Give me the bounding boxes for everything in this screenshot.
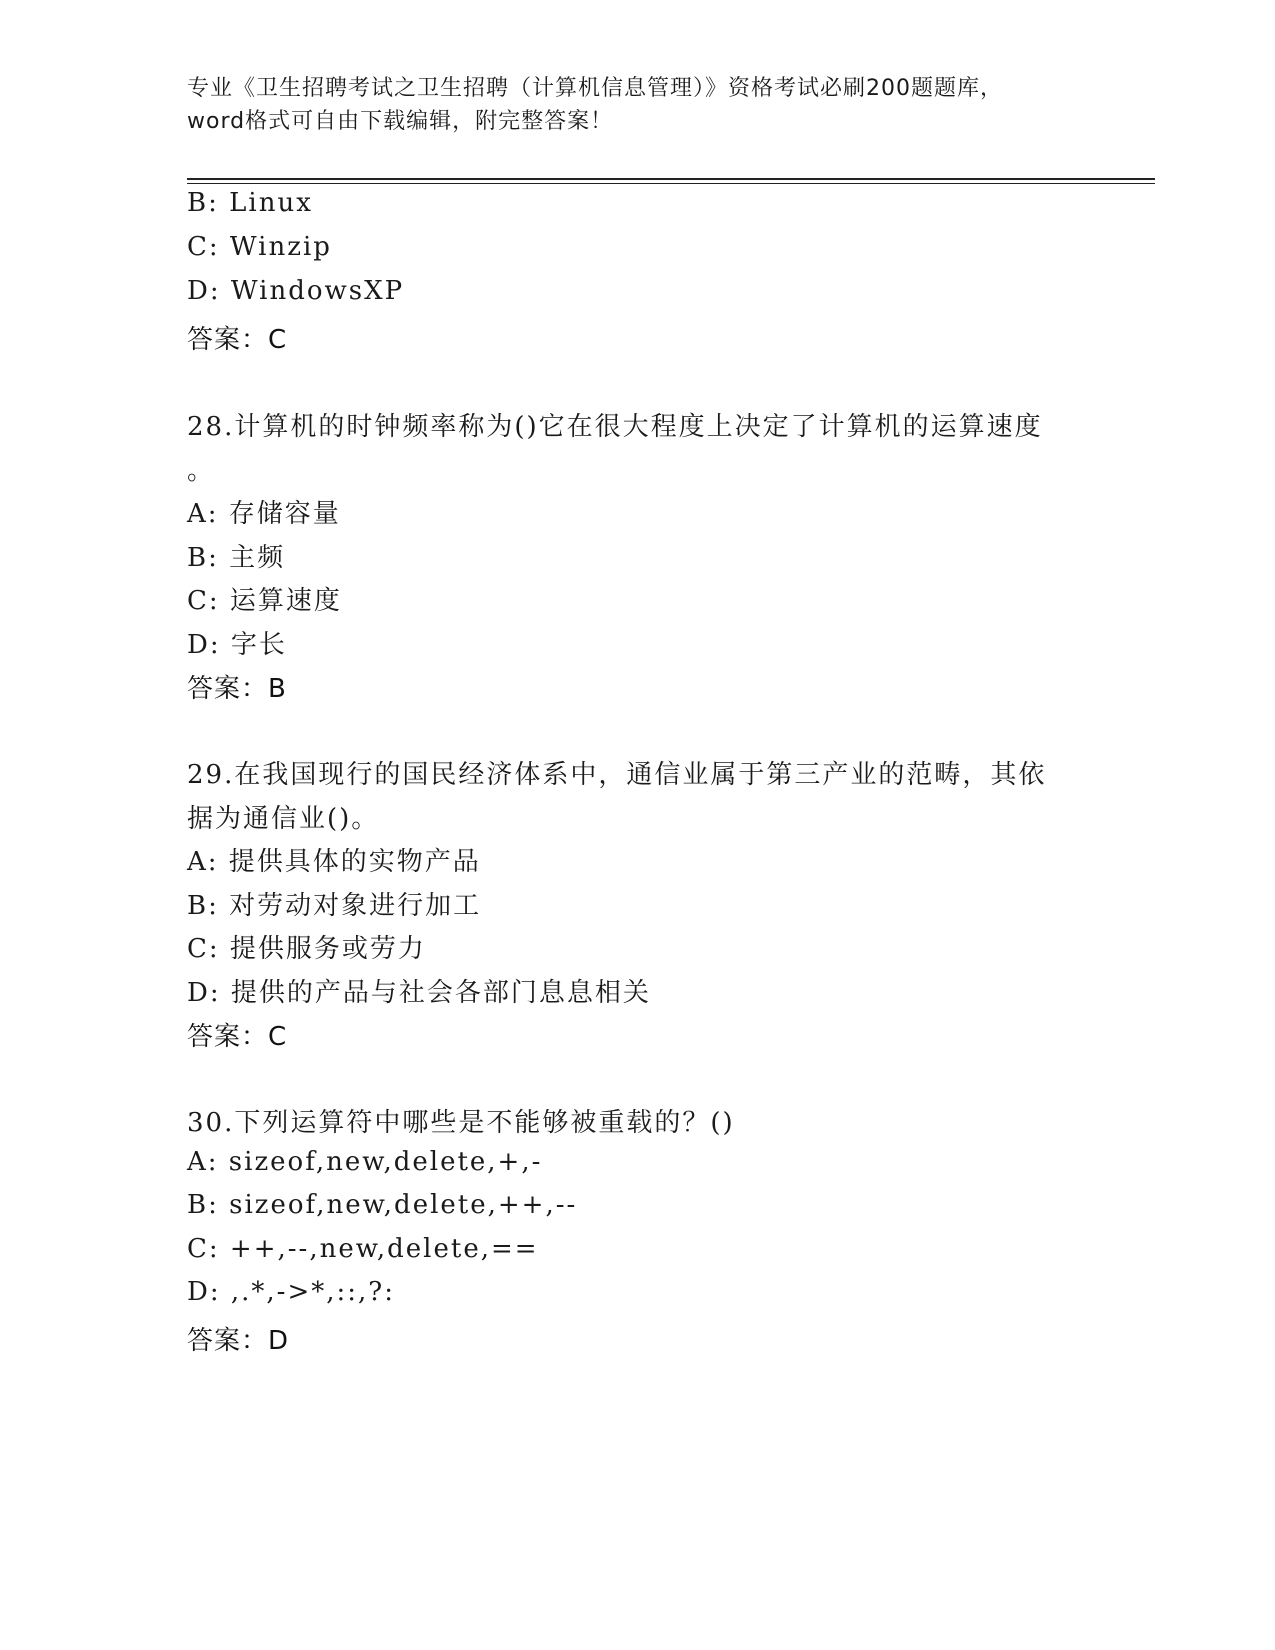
q29-option-b: B: 对劳动对象进行加工: [187, 891, 482, 921]
prev-answer: 答案：C: [187, 325, 288, 355]
q28-stem-line-2: 。: [187, 456, 216, 486]
q28-option-c: C: 运算速度: [187, 586, 342, 616]
q29-option-d: D: 提供的产品与社会各部门息息相关: [187, 978, 651, 1008]
header-divider-thin: [187, 183, 1155, 184]
header-line-1: 专业《卫生招聘考试之卫生招聘（计算机信息管理）》资格考试必刷200题题库，: [187, 76, 1003, 101]
q29-answer: 答案：C: [187, 1022, 288, 1052]
q28-option-a: A: 存储容量: [187, 499, 341, 529]
q28-answer: 答案：B: [187, 674, 287, 704]
q30-option-c: C: ++,--,new,delete,==: [187, 1234, 539, 1264]
q30-answer: 答案：D: [187, 1326, 290, 1356]
q30-option-b: B: sizeof,new,delete,++,--: [187, 1190, 578, 1220]
q30-option-a: A: sizeof,new,delete,+,-: [187, 1147, 543, 1177]
q29-stem-line-2: 据为通信业()。: [187, 804, 380, 834]
prev-option-b: B: Linux: [187, 188, 313, 218]
q29-option-a: A: 提供具体的实物产品: [187, 847, 481, 877]
q28-stem-line-1: 28.计算机的时钟频率称为()它在很大程度上决定了计算机的运算速度: [187, 412, 1043, 442]
q29-stem-line-1: 29.在我国现行的国民经济体系中，通信业属于第三产业的范畴，其依: [187, 760, 1047, 790]
header-line-2: word格式可自由下载编辑，附完整答案！: [187, 109, 614, 134]
q28-option-b: B: 主频: [187, 543, 286, 573]
q30-stem: 30.下列运算符中哪些是不能够被重载的？(): [187, 1108, 735, 1138]
q28-option-d: D: 字长: [187, 630, 287, 660]
q30-option-d: D: ,.*,->*,::,?:: [187, 1277, 395, 1307]
prev-option-c: C: Winzip: [187, 232, 332, 262]
header-divider-thick: [187, 178, 1155, 180]
document-header: [187, 72, 1087, 138]
q29-option-c: C: 提供服务或劳力: [187, 934, 426, 964]
prev-option-d: D: WindowsXP: [187, 276, 405, 306]
